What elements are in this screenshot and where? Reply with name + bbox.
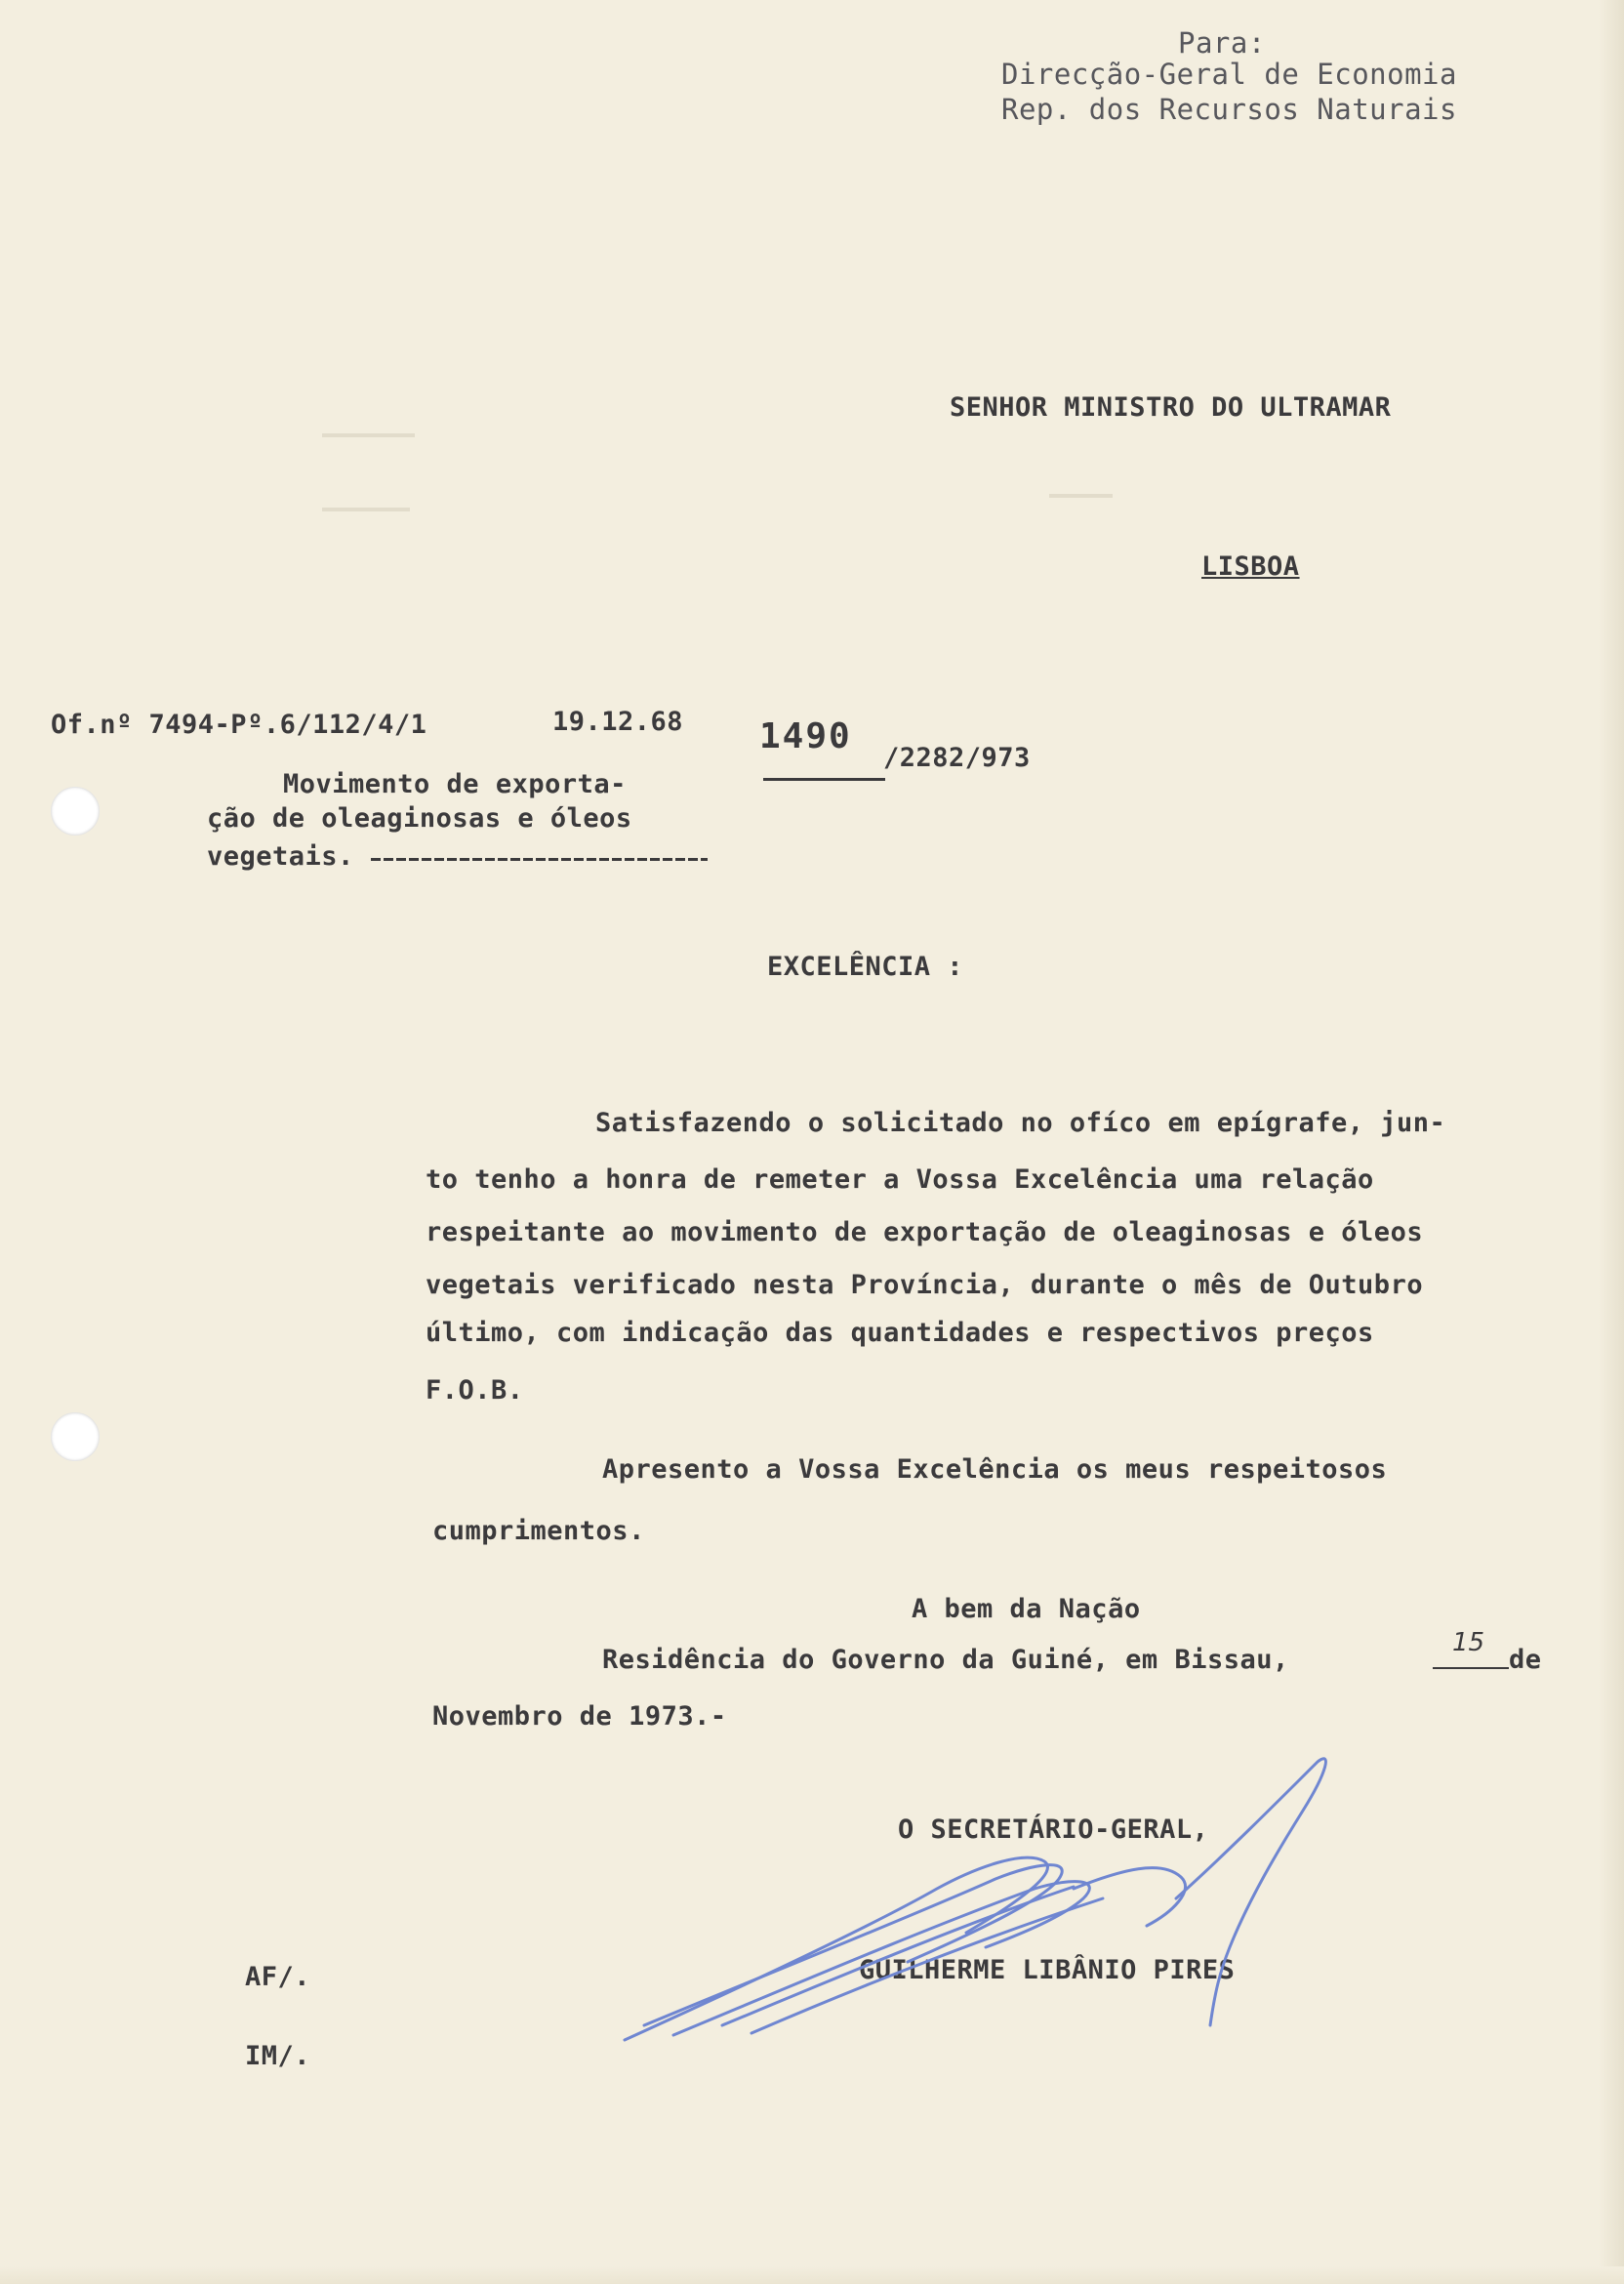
body-p2-line-2: cumprimentos. [432,1516,645,1546]
signature-title: O SECRETÁRIO-GERAL, [898,1815,1209,1845]
body-p1-line-5: último, com indicação das quantidades e respectivos preços [426,1318,1374,1348]
recipient-line-2: Rep. dos Recursos Naturais [1001,93,1457,126]
file-number: /2282/973 [883,743,1031,773]
office-reference: Of.nº 7494-Pº.6/112/4/1 [51,710,427,740]
subject-line-3: vegetais. [207,841,354,872]
closing-month-year: Novembro de 1973.- [432,1701,727,1732]
handwritten-day: 15 [1452,1628,1485,1657]
signature-name: GUILHERME LIBÂNIO PIRES [859,1955,1236,1985]
addressee-title: SENHOR MINISTRO DO ULTRAMAR [950,392,1392,423]
closing-place: Residência do Governo da Guiné, em Bissau, [602,1645,1289,1675]
body-p1-line-1: Satisfazendo o solicitado no ofíco em epígrafe, jun- [595,1108,1446,1138]
subject-line-2: ção de oleaginosas e óleos [207,803,632,834]
closing-motto: A bem da Nação [912,1594,1141,1624]
body-p1-line-3: respeitante ao movimento de exportação de oleaginosas e óleos [426,1217,1424,1247]
faint-mark [322,433,415,437]
body-p1-line-4: vegetais verificado nesta Província, durante o mês de Outubro [426,1270,1424,1300]
subject-line-1: Movimento de exporta- [283,769,627,799]
faint-mark [1049,494,1113,498]
body-p1-line-6: F.O.B. [426,1375,524,1406]
body-p2-line-1: Apresento a Vossa Excelência os meus respeitosos [602,1454,1388,1485]
initials-line-1: AF/. [245,1962,311,1992]
page-bottom-edge [0,2266,1624,2284]
day-underline [1433,1667,1509,1669]
punch-hole-icon [51,1412,100,1461]
recipient-line-1: Direcção-Geral de Economia [1001,58,1457,91]
faint-mark [322,508,410,511]
closing-de: de [1509,1645,1542,1675]
addressee-city: LISBOA [1201,551,1300,582]
stamp-number: 1490 [759,716,852,756]
punch-hole-icon [51,787,100,836]
body-p1-line-2: to tenho a honra de remeter a Vossa Excelência uma relação [426,1164,1374,1195]
recipient-para: Para: [1178,26,1266,60]
subject-dash-line [371,858,708,861]
stamp-underline [763,778,885,781]
salutation: EXCELÊNCIA : [767,952,964,982]
reference-date: 19.12.68 [552,707,684,737]
handwritten-signature [615,1742,1337,2055]
initials-line-2: IM/. [245,2041,311,2071]
page-edge-shadow [1599,0,1624,2284]
